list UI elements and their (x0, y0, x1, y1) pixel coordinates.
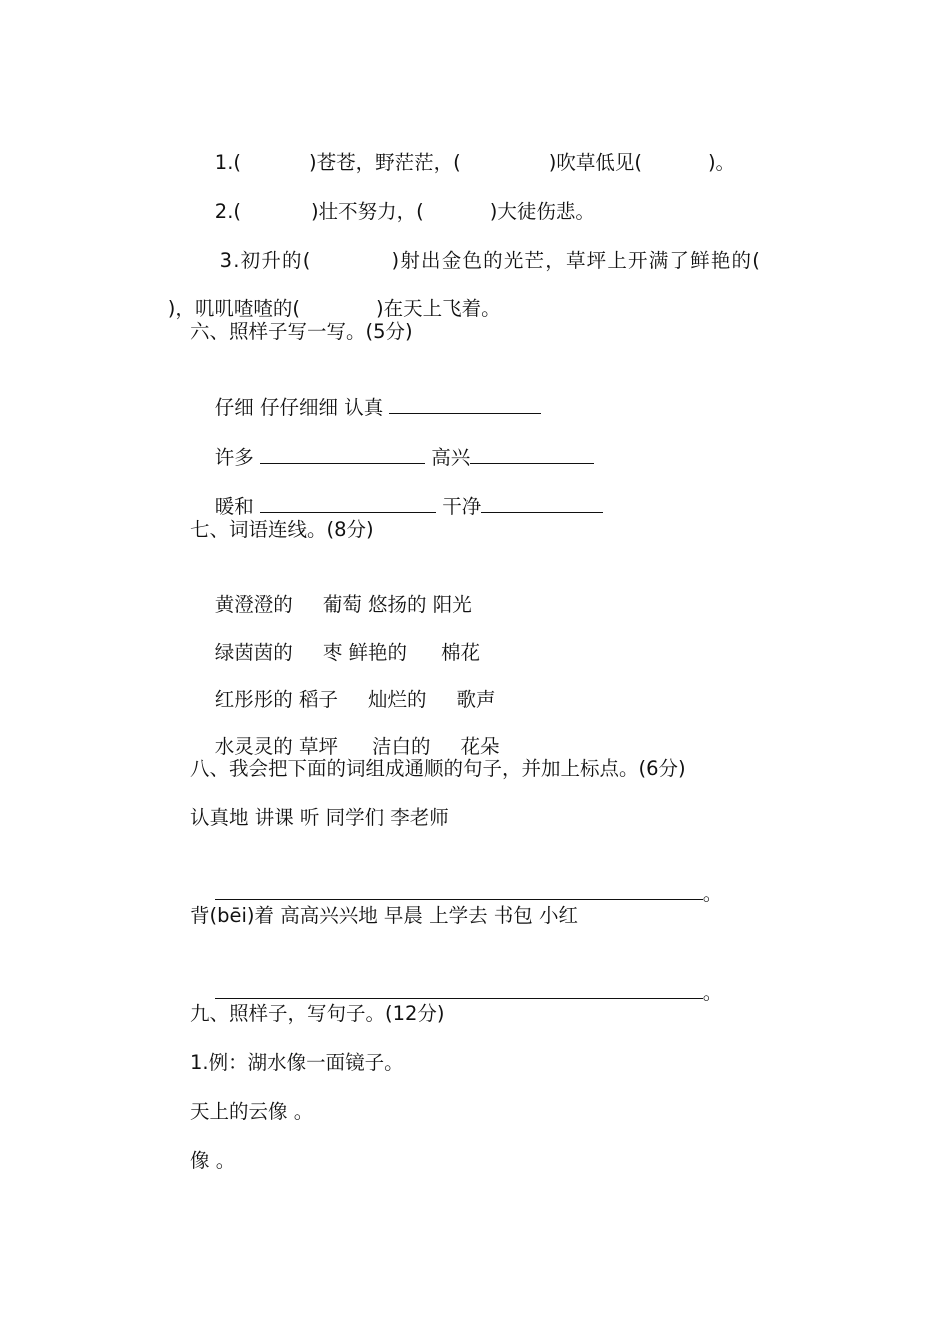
end-mark: 。 (702, 981, 723, 1004)
answer-blank[interactable] (215, 880, 703, 900)
answer-blank[interactable] (389, 394, 541, 414)
section-six-title: 六、照样子写一写。(5分) (190, 320, 413, 343)
answer-blank[interactable] (470, 444, 594, 464)
item-text: )。 (707, 151, 736, 174)
answer-blank[interactable] (481, 493, 603, 513)
answer-blank[interactable] (260, 444, 425, 464)
match-word: 葡萄 悠扬的 阳光 (322, 593, 472, 616)
match-word: 红彤彤的 稻子 (214, 688, 338, 711)
match-word: 黄澄澄的 (214, 593, 293, 616)
word-group-2: 背(bēi)着 高高兴兴地 早晨 上学去 书包 小红 (190, 904, 579, 927)
item-text: )吹草低见( (548, 151, 642, 174)
end-mark: 。 (702, 882, 723, 905)
match-word: 歌声 (456, 688, 496, 711)
item-text: )在天上飞着。 (376, 297, 501, 320)
match-word: 水灵灵的 草坪 (214, 735, 338, 758)
item-text: )苍苍，野茫茫，( (309, 151, 461, 174)
section-eight-title: 八、我会把下面的词组成通顺的句子，并加上标点。(6分) (190, 757, 686, 780)
item-text: 1.( (214, 151, 242, 174)
word-prompt: 暖和 (214, 495, 254, 518)
answer-blank[interactable] (260, 493, 436, 513)
word-prompt: 干净 (442, 495, 482, 518)
answer-blank[interactable] (215, 979, 703, 999)
word-prompt: 许多 (214, 446, 254, 469)
item-text: )，叽叽喳喳的( (167, 297, 301, 320)
match-word: 枣 鲜艳的 (322, 641, 408, 664)
item-text: 2.( (214, 200, 242, 223)
section-seven-title: 七、词语连线。(8分) (190, 518, 374, 541)
sentence-prompt-2: 像 。 (190, 1149, 236, 1172)
item-text: 3.初升的( (219, 249, 312, 272)
item-text: )壮不努力，( (311, 200, 424, 223)
word-prompt: 高兴 (431, 446, 471, 469)
example-words: 仔细 仔仔细细 认真 (214, 396, 384, 419)
match-word: 绿茵茵的 (214, 641, 293, 664)
item-text: )射出金色的光芒，草坪上开满了鲜艳的( (391, 249, 762, 272)
match-word: 棉花 (441, 641, 481, 664)
item-text: )大徒伤悲。 (489, 200, 595, 223)
word-group-1: 认真地 讲课 听 同学们 李老师 (190, 806, 449, 829)
match-word: 灿烂的 (368, 688, 427, 711)
match-word: 洁白的 (372, 735, 431, 758)
match-word: 花朵 (460, 735, 500, 758)
example-sentence: 1.例：湖水像一面镜子。 (190, 1051, 404, 1074)
section-nine-title: 九、照样子，写句子。(12分) (190, 1002, 445, 1025)
sentence-prompt-1: 天上的云像 。 (190, 1100, 314, 1123)
